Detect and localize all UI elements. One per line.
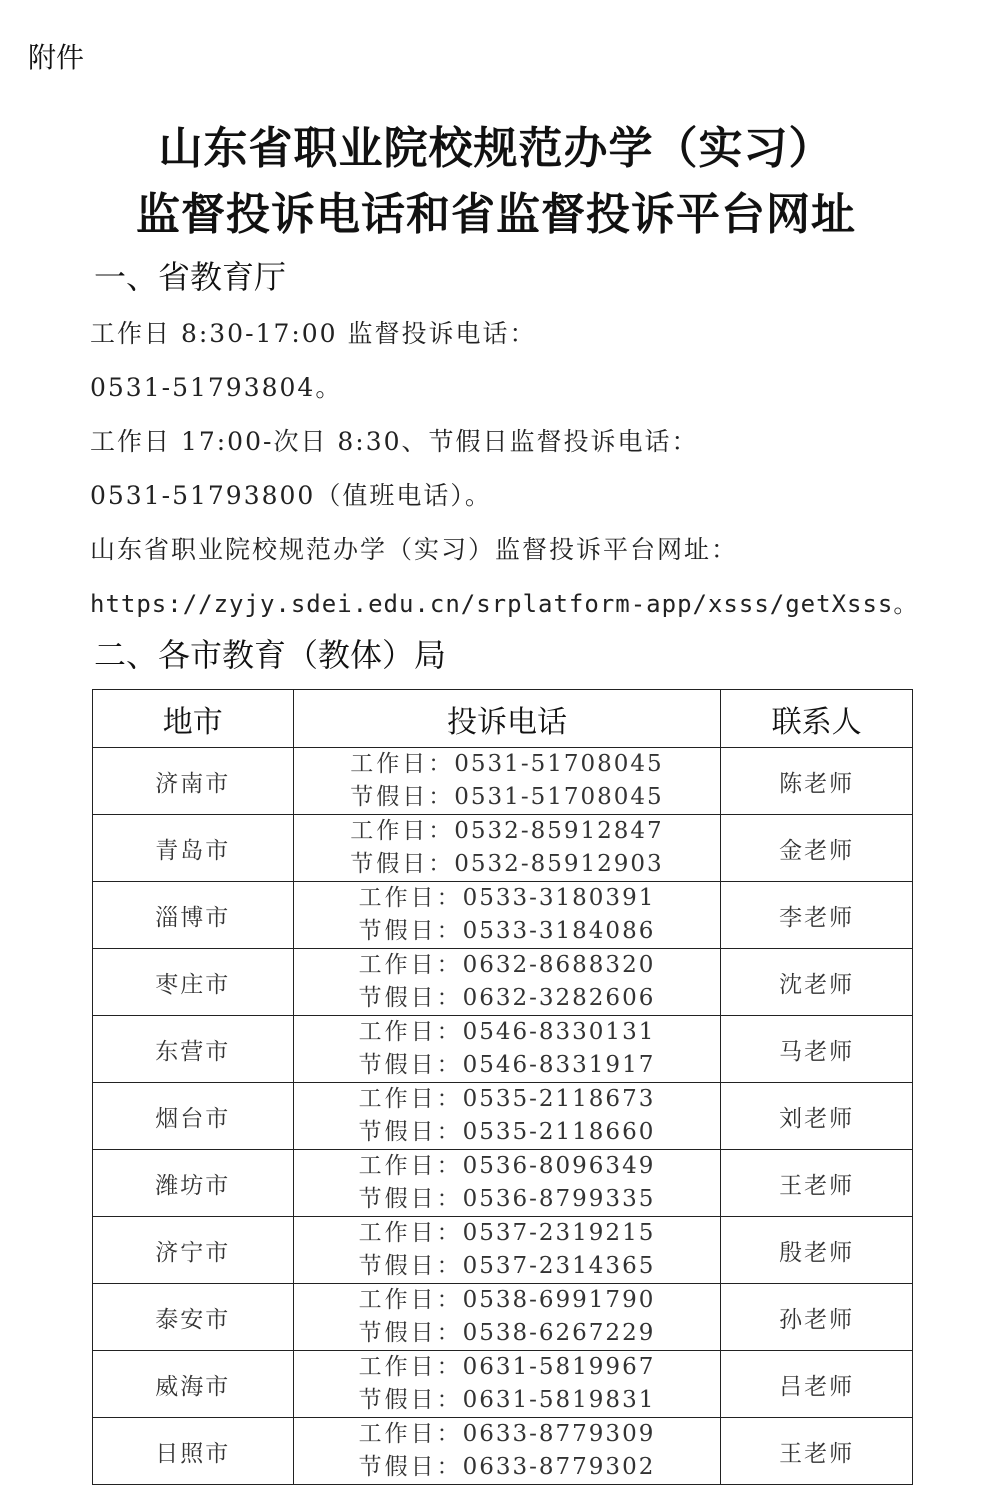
table-row — [93, 815, 913, 882]
holiday-label: 节假日： — [358, 985, 463, 1011]
holiday-number: 0633-8779302 — [462, 1454, 656, 1480]
city-cell: 潍坊市 — [93, 1150, 294, 1217]
city-cell: 东营市 — [93, 1016, 294, 1083]
table-row — [93, 1284, 913, 1351]
workday-phone — [294, 748, 721, 781]
holiday-label: 节假日： — [350, 851, 455, 877]
holiday-phone — [294, 1116, 721, 1149]
workday-number: 0631-5819967 — [462, 1354, 656, 1380]
city-cell: 青岛市 — [93, 815, 294, 882]
holiday-phone — [294, 781, 721, 814]
phone-cell — [293, 815, 721, 882]
duty-phone-text: 0531-51793800（值班电话）。 — [90, 481, 492, 510]
workday-number: 0538-6991790 — [462, 1287, 656, 1313]
city-cell: 淄博市 — [93, 882, 294, 949]
holiday-number: 0538-6267229 — [462, 1320, 656, 1346]
header-contact: 联系人 — [721, 690, 913, 748]
section-heading-cities: 二、各市教育（教体）局 — [94, 636, 447, 674]
contact-cell: 马老师 — [721, 1016, 913, 1083]
workday-phone — [294, 1284, 721, 1317]
document-title-line-2: 监督投诉电话和省监督投诉平台网址 — [136, 189, 856, 240]
workday-label: 工作日： — [358, 1220, 463, 1246]
table-row — [93, 1217, 913, 1284]
workday-label: 工作日： — [358, 1086, 463, 1112]
workday-number: 0533-3180391 — [462, 885, 656, 911]
workday-phone — [294, 1150, 721, 1183]
contact-cell: 王老师 — [721, 1418, 913, 1485]
workday-number: 0536-8096349 — [462, 1153, 656, 1179]
contact-cell: 孙老师 — [721, 1284, 913, 1351]
contact-cell: 李老师 — [721, 882, 913, 949]
holiday-number: 0632-3282606 — [462, 985, 656, 1011]
workday-number: 0531-51708045 — [454, 751, 664, 777]
phone-cell — [293, 748, 721, 815]
workday-phone — [294, 949, 721, 982]
workday-hours-text: 工作日 8:30-17:00 监督投诉电话： — [90, 319, 537, 348]
phone-cell — [293, 1150, 721, 1217]
table-row — [93, 1351, 913, 1418]
city-cell: 烟台市 — [93, 1083, 294, 1150]
workday-number: 0546-8330131 — [462, 1019, 656, 1045]
workday-label: 工作日： — [350, 818, 455, 844]
table-row — [93, 1418, 913, 1485]
contact-cell: 金老师 — [721, 815, 913, 882]
holiday-label: 节假日： — [350, 784, 455, 810]
workday-phone — [294, 1217, 721, 1250]
contact-cell: 吕老师 — [721, 1351, 913, 1418]
workday-number: 0535-2118673 — [462, 1086, 656, 1112]
holiday-number: 0533-3184086 — [462, 918, 656, 944]
contact-cell: 陈老师 — [721, 748, 913, 815]
holiday-phone — [294, 1451, 721, 1484]
holiday-number: 0535-2118660 — [462, 1119, 656, 1145]
holiday-label: 节假日： — [358, 1186, 463, 1212]
header-city: 地市 — [93, 690, 294, 748]
workday-phone — [294, 1016, 721, 1049]
table-row — [93, 1150, 913, 1217]
workday-label: 工作日： — [358, 1287, 463, 1313]
phone-cell — [293, 1217, 721, 1284]
holiday-phone — [294, 1317, 721, 1350]
contact-cell: 王老师 — [721, 1150, 913, 1217]
holiday-number: 0546-8331917 — [462, 1052, 656, 1078]
holiday-label: 节假日： — [358, 1454, 463, 1480]
city-contacts-table — [92, 689, 913, 1485]
workday-label: 工作日： — [350, 751, 455, 777]
attachment-label: 附件 — [28, 41, 85, 74]
contact-cell: 沈老师 — [721, 949, 913, 1016]
workday-phone — [294, 1418, 721, 1451]
table-row — [93, 1083, 913, 1150]
section-heading-provincial: 一、省教育厅 — [94, 258, 287, 296]
holiday-label: 节假日： — [358, 1119, 463, 1145]
phone-cell — [293, 1284, 721, 1351]
holiday-phone — [294, 982, 721, 1015]
platform-label-text: 山东省职业院校规范办学（实习）监督投诉平台网址： — [90, 535, 739, 564]
table-row — [93, 949, 913, 1016]
holiday-label: 节假日： — [358, 1320, 463, 1346]
workday-phone — [294, 1351, 721, 1384]
holiday-label: 节假日： — [358, 1052, 463, 1078]
city-cell: 枣庄市 — [93, 949, 294, 1016]
offhours-text: 工作日 17:00-次日 8:30、节假日监督投诉电话： — [90, 427, 699, 456]
workday-phone-text: 0531-51793804。 — [90, 373, 343, 402]
holiday-label: 节假日： — [358, 918, 463, 944]
holiday-number: 0536-8799335 — [462, 1186, 656, 1212]
document-title-line-1: 山东省职业院校规范办学（实习） — [158, 123, 834, 174]
phone-cell — [293, 882, 721, 949]
holiday-phone — [294, 1250, 721, 1283]
table-body — [93, 748, 913, 1485]
holiday-label: 节假日： — [358, 1253, 463, 1279]
phone-cell — [293, 1351, 721, 1418]
holiday-phone — [294, 915, 721, 948]
city-cell: 济宁市 — [93, 1217, 294, 1284]
workday-number: 0537-2319215 — [462, 1220, 656, 1246]
workday-number: 0532-85912847 — [454, 818, 664, 844]
holiday-number: 0531-51708045 — [454, 784, 664, 810]
workday-label: 工作日： — [358, 1019, 463, 1045]
holiday-number: 0631-5819831 — [462, 1387, 656, 1413]
phone-cell — [293, 1083, 721, 1150]
city-cell: 济南市 — [93, 748, 294, 815]
workday-phone — [294, 1083, 721, 1116]
workday-label: 工作日： — [358, 1153, 463, 1179]
workday-label: 工作日： — [358, 952, 463, 978]
contact-cell: 刘老师 — [721, 1083, 913, 1150]
platform-url-link[interactable]: https://zyjy.sdei.edu.cn/srplatform-app/xsss/getXsss。 — [90, 590, 919, 618]
table-row — [93, 1016, 913, 1083]
holiday-phone — [294, 1384, 721, 1417]
workday-label: 工作日： — [358, 885, 463, 911]
workday-number: 0632-8688320 — [462, 952, 656, 978]
holiday-phone — [294, 1183, 721, 1216]
workday-number: 0633-8779309 — [462, 1421, 656, 1447]
contact-cell: 殷老师 — [721, 1217, 913, 1284]
header-phone: 投诉电话 — [293, 690, 721, 748]
workday-phone — [294, 882, 721, 915]
holiday-number: 0537-2314365 — [462, 1253, 656, 1279]
phone-cell — [293, 1016, 721, 1083]
table-row — [93, 748, 913, 815]
phone-cell — [293, 949, 721, 1016]
holiday-phone — [294, 1049, 721, 1082]
city-cell: 威海市 — [93, 1351, 294, 1418]
city-cell: 日照市 — [93, 1418, 294, 1485]
table-row — [93, 882, 913, 949]
holiday-label: 节假日： — [358, 1387, 463, 1413]
holiday-number: 0532-85912903 — [454, 851, 664, 877]
workday-label: 工作日： — [358, 1354, 463, 1380]
workday-phone — [294, 815, 721, 848]
city-cell: 泰安市 — [93, 1284, 294, 1351]
table-header-row — [93, 690, 913, 748]
holiday-phone — [294, 848, 721, 881]
phone-cell — [293, 1418, 721, 1485]
workday-label: 工作日： — [358, 1421, 463, 1447]
